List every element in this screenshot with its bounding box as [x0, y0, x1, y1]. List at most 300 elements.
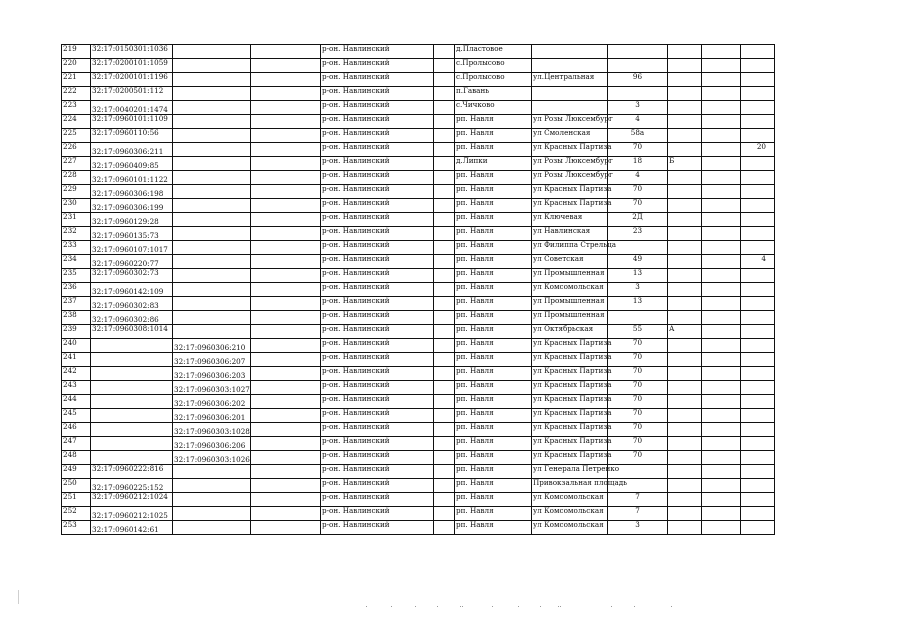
table-row: [62, 143, 775, 157]
house-number-cell: 2Д: [608, 213, 668, 227]
locality-cell: рп. Навля: [455, 437, 532, 451]
table-row: [62, 339, 775, 353]
apartment-cell: [741, 437, 775, 451]
row-number-cell: 241: [62, 353, 91, 367]
district-cell: р-он. Навлинский: [321, 507, 434, 521]
blank-cell: [251, 143, 321, 157]
blank-cell: [702, 269, 741, 283]
house-letter-cell: [668, 367, 702, 381]
apartment-cell: [741, 381, 775, 395]
house-letter-cell: [668, 129, 702, 143]
district-cell: р-он. Навлинский: [321, 143, 434, 157]
house-letter-cell: [668, 353, 702, 367]
property-registry-table: [61, 44, 775, 535]
table-row: [62, 423, 775, 437]
scan-dust-dot: [437, 606, 438, 607]
locality-cell: рп. Навля: [455, 171, 532, 185]
table-row: [62, 199, 775, 213]
street-cell: ул Промышленная: [532, 297, 608, 311]
apartment-cell: [741, 409, 775, 423]
locality-cell: рп. Навля: [455, 493, 532, 507]
blank-cell: [702, 451, 741, 465]
scan-dust-dot: [560, 606, 561, 607]
table-row: [62, 45, 775, 59]
blank-cell: [251, 185, 321, 199]
house-letter-cell: [668, 269, 702, 283]
house-letter-cell: [668, 409, 702, 423]
apartment-cell: [741, 171, 775, 185]
apartment-cell: [741, 451, 775, 465]
house-number-cell: 70: [608, 367, 668, 381]
locality-cell: рп. Навля: [455, 423, 532, 437]
blank-cell: [702, 255, 741, 269]
blank-cell: [434, 507, 455, 521]
district-cell: р-он. Навлинский: [321, 59, 434, 73]
cadastral-number-alt-cell: [173, 269, 251, 283]
house-letter-cell: [668, 59, 702, 73]
cadastral-number-alt-cell: 32:17:0960306:210: [173, 339, 251, 353]
house-letter-cell: [668, 227, 702, 241]
table-row: [62, 115, 775, 129]
scan-dust-dot: [492, 606, 493, 607]
cadastral-number-cell: 32:17:0200101:1059: [91, 59, 173, 73]
blank-cell: [702, 45, 741, 59]
house-letter-cell: [668, 311, 702, 325]
table-row: [62, 87, 775, 101]
street-cell: ул Красных Партиза: [532, 185, 608, 199]
street-cell: ул Промышленная: [532, 269, 608, 283]
table-row: [62, 479, 775, 493]
locality-cell: с.Чичково: [455, 101, 532, 115]
apartment-cell: [741, 227, 775, 241]
house-letter-cell: [668, 45, 702, 59]
scan-dust-dot: [558, 606, 559, 607]
house-number-cell: [608, 311, 668, 325]
locality-cell: рп. Навля: [455, 283, 532, 297]
blank-cell: [434, 437, 455, 451]
blank-cell: [702, 367, 741, 381]
apartment-cell: [741, 59, 775, 73]
cadastral-number-alt-cell: [173, 283, 251, 297]
blank-cell: [251, 101, 321, 115]
street-cell: ул Красных Партиза: [532, 409, 608, 423]
row-number-cell: 244: [62, 395, 91, 409]
scan-dust-dot: [671, 606, 672, 607]
blank-cell: [251, 45, 321, 59]
scan-dust-dot: [460, 606, 461, 607]
district-cell: р-он. Навлинский: [321, 269, 434, 283]
blank-cell: [251, 157, 321, 171]
cadastral-number-alt-cell: 32:17:0960306:203: [173, 367, 251, 381]
table-row: [62, 269, 775, 283]
locality-cell: рп. Навля: [455, 311, 532, 325]
blank-cell: [251, 255, 321, 269]
scan-dust-dot: [366, 606, 367, 607]
locality-cell: с.Пролысово: [455, 73, 532, 87]
locality-cell: п.Гавань: [455, 87, 532, 101]
blank-cell: [434, 73, 455, 87]
cadastral-number-alt-cell: [173, 465, 251, 479]
blank-cell: [251, 409, 321, 423]
blank-cell: [434, 423, 455, 437]
blank-cell: [251, 199, 321, 213]
blank-cell: [251, 423, 321, 437]
locality-cell: рп. Навля: [455, 297, 532, 311]
house-number-cell: 3: [608, 101, 668, 115]
cadastral-number-cell: [91, 437, 173, 451]
house-number-cell: 70: [608, 353, 668, 367]
scan-dust-dot: [415, 606, 416, 607]
row-number-cell: 233: [62, 241, 91, 255]
row-number-cell: 230: [62, 199, 91, 213]
house-letter-cell: [668, 297, 702, 311]
blank-cell: [702, 241, 741, 255]
house-letter-cell: [668, 493, 702, 507]
blank-cell: [434, 479, 455, 493]
cadastral-number-alt-cell: [173, 157, 251, 171]
row-number-cell: 251: [62, 493, 91, 507]
row-number-cell: 252: [62, 507, 91, 521]
blank-cell: [434, 297, 455, 311]
blank-cell: [434, 101, 455, 115]
apartment-cell: [741, 465, 775, 479]
cadastral-number-alt-cell: 32:17:0960306:202: [173, 395, 251, 409]
apartment-cell: [741, 423, 775, 437]
row-number-cell: 226: [62, 143, 91, 157]
street-cell: ул Красных Партиза: [532, 395, 608, 409]
row-number-cell: 247: [62, 437, 91, 451]
house-number-cell: 23: [608, 227, 668, 241]
cadastral-number-cell: 32:17:0960409:85: [91, 157, 173, 171]
house-letter-cell: [668, 101, 702, 115]
row-number-cell: 236: [62, 283, 91, 297]
house-number-cell: [608, 241, 668, 255]
row-number-cell: 227: [62, 157, 91, 171]
row-number-cell: 242: [62, 367, 91, 381]
house-letter-cell: [668, 451, 702, 465]
table-row: [62, 465, 775, 479]
table-row: [62, 59, 775, 73]
blank-cell: [702, 199, 741, 213]
blank-cell: [251, 59, 321, 73]
house-letter-cell: [668, 255, 702, 269]
cadastral-number-cell: [91, 451, 173, 465]
row-number-cell: 240: [62, 339, 91, 353]
cadastral-number-alt-cell: [173, 297, 251, 311]
blank-cell: [434, 143, 455, 157]
apartment-cell: [741, 311, 775, 325]
blank-cell: [434, 157, 455, 171]
district-cell: р-он. Навлинский: [321, 115, 434, 129]
blank-cell: [434, 213, 455, 227]
blank-cell: [251, 395, 321, 409]
blank-cell: [251, 353, 321, 367]
locality-cell: рп. Навля: [455, 129, 532, 143]
street-cell: ул Розы Люксембург: [532, 157, 608, 171]
table-row: [62, 129, 775, 143]
cadastral-number-alt-cell: 32:17:0960303:1028: [173, 423, 251, 437]
cadastral-number-cell: 32:17:0960212:1025: [91, 507, 173, 521]
cadastral-number-cell: 32:17:0960107:1017: [91, 241, 173, 255]
apartment-cell: [741, 87, 775, 101]
house-number-cell: 13: [608, 269, 668, 283]
row-number-cell: 228: [62, 171, 91, 185]
house-number-cell: 58а: [608, 129, 668, 143]
district-cell: р-он. Навлинский: [321, 297, 434, 311]
locality-cell: рп. Навля: [455, 241, 532, 255]
blank-cell: [702, 507, 741, 521]
row-number-cell: 231: [62, 213, 91, 227]
apartment-cell: [741, 269, 775, 283]
cadastral-number-cell: 32:17:0960142:109: [91, 283, 173, 297]
district-cell: р-он. Навлинский: [321, 451, 434, 465]
blank-cell: [702, 213, 741, 227]
district-cell: р-он. Навлинский: [321, 311, 434, 325]
blank-cell: [702, 59, 741, 73]
table-row: [62, 311, 775, 325]
house-letter-cell: [668, 115, 702, 129]
locality-cell: рп. Навля: [455, 521, 532, 535]
blank-cell: [434, 129, 455, 143]
row-number-cell: 238: [62, 311, 91, 325]
blank-cell: [434, 199, 455, 213]
locality-cell: рп. Навля: [455, 269, 532, 283]
house-letter-cell: [668, 521, 702, 535]
blank-cell: [251, 381, 321, 395]
cadastral-number-cell: 32:17:0960302:83: [91, 297, 173, 311]
house-letter-cell: [668, 423, 702, 437]
district-cell: р-он. Навлинский: [321, 213, 434, 227]
row-number-cell: 249: [62, 465, 91, 479]
street-cell: ул Комсомольская: [532, 521, 608, 535]
table-row: [62, 381, 775, 395]
blank-cell: [251, 297, 321, 311]
locality-cell: рп. Навля: [455, 451, 532, 465]
scan-dust-dot: [391, 606, 392, 607]
blank-cell: [702, 129, 741, 143]
cadastral-number-cell: [91, 381, 173, 395]
district-cell: р-он. Навлинский: [321, 101, 434, 115]
cadastral-number-alt-cell: [173, 87, 251, 101]
house-number-cell: 96: [608, 73, 668, 87]
cadastral-number-cell: 32:17:0960308:1014: [91, 325, 173, 339]
house-letter-cell: А: [668, 325, 702, 339]
cadastral-number-alt-cell: [173, 129, 251, 143]
blank-cell: [702, 493, 741, 507]
table-row: [62, 283, 775, 297]
scan-artifact-line: [18, 590, 19, 604]
blank-cell: [251, 213, 321, 227]
district-cell: р-он. Навлинский: [321, 199, 434, 213]
cadastral-number-alt-cell: [173, 479, 251, 493]
blank-cell: [702, 395, 741, 409]
apartment-cell: [741, 395, 775, 409]
blank-cell: [251, 437, 321, 451]
house-number-cell: 70: [608, 395, 668, 409]
street-cell: ул Красных Партиза: [532, 143, 608, 157]
apartment-cell: [741, 213, 775, 227]
row-number-cell: 235: [62, 269, 91, 283]
blank-cell: [434, 269, 455, 283]
street-cell: ул Красных Партиза: [532, 423, 608, 437]
cadastral-number-cell: 32:17:0960110:56: [91, 129, 173, 143]
house-number-cell: 4: [608, 115, 668, 129]
blank-cell: [702, 143, 741, 157]
house-letter-cell: [668, 171, 702, 185]
blank-cell: [434, 381, 455, 395]
house-letter-cell: [668, 199, 702, 213]
table-row: [62, 157, 775, 171]
apartment-cell: [741, 241, 775, 255]
locality-cell: рп. Навля: [455, 395, 532, 409]
apartment-cell: [741, 521, 775, 535]
district-cell: р-он. Навлинский: [321, 493, 434, 507]
scan-artifact-dots: [0, 606, 905, 612]
cadastral-number-cell: 32:17:0960302:73: [91, 269, 173, 283]
blank-cell: [434, 409, 455, 423]
cadastral-number-alt-cell: [173, 115, 251, 129]
street-cell: ул Красных Партиза: [532, 199, 608, 213]
locality-cell: рп. Навля: [455, 409, 532, 423]
cadastral-number-alt-cell: 32:17:0960306:206: [173, 437, 251, 451]
cadastral-number-cell: 32:17:0960135:73: [91, 227, 173, 241]
cadastral-number-cell: 32:17:0200501:112: [91, 87, 173, 101]
blank-cell: [251, 507, 321, 521]
house-letter-cell: [668, 437, 702, 451]
locality-cell: рп. Навля: [455, 507, 532, 521]
cadastral-number-cell: [91, 409, 173, 423]
row-number-cell: 220: [62, 59, 91, 73]
house-number-cell: 70: [608, 185, 668, 199]
blank-cell: [702, 521, 741, 535]
blank-cell: [251, 339, 321, 353]
cadastral-number-alt-cell: [173, 311, 251, 325]
cadastral-number-alt-cell: [173, 199, 251, 213]
blank-cell: [702, 283, 741, 297]
blank-cell: [434, 283, 455, 297]
apartment-cell: [741, 199, 775, 213]
blank-cell: [434, 255, 455, 269]
apartment-cell: [741, 283, 775, 297]
blank-cell: [434, 185, 455, 199]
apartment-cell: [741, 493, 775, 507]
street-cell: ул Красных Партиза: [532, 437, 608, 451]
cadastral-number-cell: [91, 395, 173, 409]
blank-cell: [251, 311, 321, 325]
scan-dust-dot: [611, 606, 612, 607]
cadastral-number-alt-cell: [173, 241, 251, 255]
table-row: [62, 73, 775, 87]
cadastral-number-alt-cell: [173, 227, 251, 241]
street-cell: ул Комсомольская: [532, 283, 608, 297]
blank-cell: [434, 353, 455, 367]
blank-cell: [251, 283, 321, 297]
blank-cell: [702, 423, 741, 437]
blank-cell: [434, 171, 455, 185]
blank-cell: [434, 451, 455, 465]
apartment-cell: [741, 479, 775, 493]
street-cell: [532, 101, 608, 115]
house-letter-cell: [668, 241, 702, 255]
locality-cell: рп. Навля: [455, 185, 532, 199]
cadastral-number-alt-cell: [173, 493, 251, 507]
locality-cell: рп. Навля: [455, 143, 532, 157]
district-cell: р-он. Навлинский: [321, 283, 434, 297]
street-cell: ул Красных Партиза: [532, 353, 608, 367]
house-letter-cell: [668, 395, 702, 409]
row-number-cell: 237: [62, 297, 91, 311]
blank-cell: [434, 311, 455, 325]
street-cell: ул Смоленская: [532, 129, 608, 143]
house-number-cell: 13: [608, 297, 668, 311]
table-row: [62, 227, 775, 241]
cadastral-number-cell: 32:17:0960220:77: [91, 255, 173, 269]
blank-cell: [251, 241, 321, 255]
table-row: [62, 325, 775, 339]
blank-cell: [434, 227, 455, 241]
blank-cell: [434, 395, 455, 409]
blank-cell: [251, 465, 321, 479]
district-cell: р-он. Навлинский: [321, 185, 434, 199]
blank-cell: [702, 479, 741, 493]
blank-cell: [434, 465, 455, 479]
cadastral-number-cell: 32:17:0200101:1196: [91, 73, 173, 87]
cadastral-number-alt-cell: [173, 59, 251, 73]
cadastral-number-cell: [91, 423, 173, 437]
locality-cell: рп. Навля: [455, 199, 532, 213]
blank-cell: [702, 185, 741, 199]
street-cell: ул Генерала Петренко: [532, 465, 608, 479]
blank-cell: [434, 115, 455, 129]
district-cell: р-он. Навлинский: [321, 129, 434, 143]
blank-cell: [702, 353, 741, 367]
blank-cell: [434, 521, 455, 535]
cadastral-number-alt-cell: [173, 171, 251, 185]
apartment-cell: [741, 129, 775, 143]
table-row: [62, 395, 775, 409]
locality-cell: д.Липки: [455, 157, 532, 171]
cadastral-number-alt-cell: [173, 73, 251, 87]
cadastral-number-cell: 32:17:0960225:152: [91, 479, 173, 493]
cadastral-number-cell: 32:17:0960306:199: [91, 199, 173, 213]
street-cell: Привокзальная площадь: [532, 479, 608, 493]
district-cell: р-он. Навлинский: [321, 171, 434, 185]
house-letter-cell: [668, 339, 702, 353]
house-number-cell: 70: [608, 199, 668, 213]
blank-cell: [702, 381, 741, 395]
table-row: [62, 185, 775, 199]
house-number-cell: 55: [608, 325, 668, 339]
street-cell: ул Комсомольская: [532, 493, 608, 507]
cadastral-number-alt-cell: [173, 143, 251, 157]
house-number-cell: 70: [608, 143, 668, 157]
blank-cell: [702, 311, 741, 325]
cadastral-number-cell: 32:17:0960222:816: [91, 465, 173, 479]
cadastral-number-cell: 32:17:0150301:1036: [91, 45, 173, 59]
house-number-cell: 70: [608, 409, 668, 423]
scan-dust-dot: [540, 606, 541, 607]
scan-dust-dot: [634, 606, 635, 607]
row-number-cell: 234: [62, 255, 91, 269]
house-number-cell: 4: [608, 171, 668, 185]
row-number-cell: 248: [62, 451, 91, 465]
table-row: [62, 213, 775, 227]
blank-cell: [702, 227, 741, 241]
street-cell: ул Красных Партиза: [532, 381, 608, 395]
house-letter-cell: Б: [668, 157, 702, 171]
house-number-cell: [608, 59, 668, 73]
street-cell: ул.Центральная: [532, 73, 608, 87]
